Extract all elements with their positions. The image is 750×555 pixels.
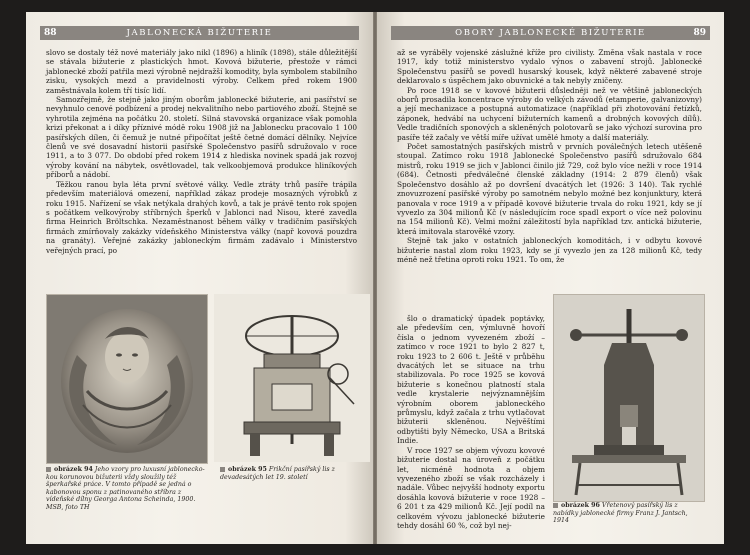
press-illustration bbox=[214, 294, 370, 462]
left-header-title: JABLONECKÁ BIŽUTERIE bbox=[126, 28, 273, 38]
figure-94-photo bbox=[46, 294, 208, 464]
right-page bbox=[377, 12, 724, 544]
caption-marker-icon bbox=[220, 467, 225, 472]
left-body-text bbox=[46, 48, 357, 255]
figure-94-caption bbox=[46, 466, 208, 512]
figure-95-caption-text: Frikční pasířský lis z devadesátých let 19. století bbox=[220, 466, 335, 481]
right-running-header bbox=[391, 26, 710, 40]
figure-95-caption bbox=[220, 466, 370, 481]
caption-marker-icon bbox=[553, 503, 558, 508]
paragraph: až se vyráběly vojenské záslužné kříže pro civilisty. Změna však nastala v roce 1917, kdy totiž ministerstvo vydalo výnos o zabavení strojů. Jablonecké Společenstvu pasířů se povedl husarský kousek, když některé zabavené stroje deklarovalo s úspěchem jako obuvnické a tak nebyly zničeny. bbox=[397, 48, 702, 86]
figure-96-caption-text: Vřetenový pasířský lis z nabídky jablonecké firmy Franz J. Jantsch, 1914 bbox=[553, 502, 688, 525]
right-page-number: 89 bbox=[693, 28, 706, 38]
figure-95-drawing bbox=[214, 294, 370, 462]
figure-96-label: obrázek 96 bbox=[561, 502, 600, 509]
screw-press-illustration bbox=[554, 295, 704, 501]
left-running-header bbox=[40, 26, 359, 40]
paragraph: Těžkou ranou byla léta první světové války. Vedle ztráty trhů pasíře trápila především materiálová omezení, například zákaz prodeje mosazných výrobků z roku 1915. Nařízení se však netýkala drahých kovů, a tak je právě tento rok spojen s počátkem velkovýroby stříbrných šperků v Jablonci nad Nisou, které zavedla firma Heinrich Bröltschka. Nezaměstnanost během války v tradičním pasířských firmách zmírňovaly zakázky vídeňského Ministerstva války (např kovová pouzdra na granáty). Veřejné zakázky jabloneckým firmám zadávalo i Ministerstvo veřejných prací, po bbox=[46, 179, 357, 255]
figure-94-caption-text: Jeho vzory pro luxusní jablonecko-kou korunovou bižuterii vždy sloužily též šperkařské práce. V tomto případě se jedná o kabonovou sponu z patinovaného stříbra z vídeňské dílny Georga Antona Scheinda, 1900. MSB, foto TH bbox=[46, 466, 205, 511]
paragraph: Po roce 1918 se v kovové bižuterii důsledněji než ve většině jabloneckých oborů prosadila koncentrace výroby do velkých závodů (etamperie, galvanizovny) a její mechanizace a postupná automatizace (například při zhotovování řetízků, záponek, hedvábí na uchycení bižuterních kamenů a drobných kovových dílů). Vedle tradičních sponových a skleněných polotovarů se jako výchozí surovina pro pasíře též začaly ve větší míře užívat umělé hmoty a další materiály. bbox=[397, 85, 702, 142]
left-page bbox=[26, 12, 373, 544]
paragraph: Počet samostatných pasířských mistrů v prvních poválečných letech utěšeně stoupal. Zatímco roku 1918 Jablonecké Společenstvo pasířů sdružovalo 684 mistrů, roku 1919 se jich v Jablonci činilo již 729, což bylo více nežli v roce 1914 (684). Četnosti předválečné členské základny (1914: 2 879 členů) však Společenstvo dosáhlo až po dovršení dvacátých let (1926: 3 140). Tak rychlé znovuzrození pasířské výroby po samotném nebylo možné bez konjunktury, která panovala v roce 1919 a v případě kovové bižuterie trvala do roku 1921, kdy se jí vyvezlo za 304 milionů Kč (v následujícím roce spadl export o více než polovinu na 154 milionů Kč). Velmi možní záležitostí byla například tzv. antická bižuterie, která imitovala starověké vzory. bbox=[397, 142, 702, 236]
paragraph: šlo o dramatický úpadek poptávky, ale především cen, výmluvně hovoří čísla o jednom vyvezeném zboží – zatímco v roce 1921 to bylo 2 827 t, roku 1923 to 2 606 t. Ještě v průběhu dvacátých let se situace na trhu stabilizovala. Po roce 1925 se kovová bižuterie s konečnou platností stala vedle krystalerie nejvýznamnějším výrobním oborem jabloneckého průmyslu, když začala z trhu vytlačovat bižuterii skleněnou. Nejvěštími odbytišti byly Německo, USA a Britská Indie. bbox=[397, 314, 545, 446]
right-header-title: OBORY JABLONECKÉ BIŽUTERIE bbox=[455, 28, 646, 38]
figure-96-caption bbox=[553, 502, 703, 525]
paragraph: Samozřejmě, že stejně jako jiným oborům jablonecké bižuterie, ani pasířství se nevyhnulo cenové podbízení a prodej nekvalitního nebo partiového zboží. Stejně se vyhrotila zejména na počátku 20. století. Silná stavovská organizace však pomohla krizi překonat a i díky příznivé módě roku 1908 již na Jablonecku pracovalo 1 100 pasířských dílen, či čemuž je nutné připočítat ještě četné domácí dělníky. Nejvíce členů ve své dosavadní historii pasířské Společenstvo pasířů sdružovalo v roce 1911, a to 3 077. Do období před rokem 1914 z hlediska novinek spadá jak rozvoj výroby kování na nábytek, osvětlovadel, tak velkoobjemová produkce hliníkových příborů a nádobí. bbox=[46, 95, 357, 180]
figure-96-photo bbox=[553, 294, 705, 502]
paragraph: slovo se dostaly též nové materiály jako nikl (1896) a hliník (1898), stále důležitější se stávala bižuterie z plastických hmot. Kovová bižuterie, přestože v rámci jablonecké zboží patřila mezi výrobně nejdražší komodity, byla symbolem stabilního zisku, vysokých mezd a pravidelnosti výroby. Celkem před rokem 1900 zaměstnávala kolem tří tisíc lidí. bbox=[46, 48, 357, 95]
right-body-text bbox=[397, 48, 702, 264]
left-page-number: 88 bbox=[44, 28, 57, 38]
figure-94-label: obrázek 94 bbox=[54, 466, 93, 473]
right-wrap-text bbox=[397, 314, 545, 530]
caption-marker-icon bbox=[46, 467, 51, 472]
figure-95-label: obrázek 95 bbox=[228, 466, 267, 473]
brooch-illustration bbox=[47, 295, 207, 463]
paragraph: Stejně tak jako v ostatních jabloneckých komoditách, i v odbytu kovové bižuterie nastal zlom roku 1923, kdy se jí vyvezlo jen za 128 milionů Kč, tedy méně než třetina oproti roku 1921. To om, že bbox=[397, 236, 702, 264]
paragraph: V roce 1927 se objem vývozu kovové bižuterie dostal na úroveň z počátku let, nicméně hodnota a objem vyvezeného zboží se však rozcházely i nadále. Vůbec nejvyšší hodnoty exportu dosáhla kovová bižuterie v roce 1928 – 6 201 t za 429 milionů Kč. Její podíl na celkovém vývozu jablonecké bižuterie tehdy dosáhl 60 %, což byl nej- bbox=[397, 445, 545, 530]
